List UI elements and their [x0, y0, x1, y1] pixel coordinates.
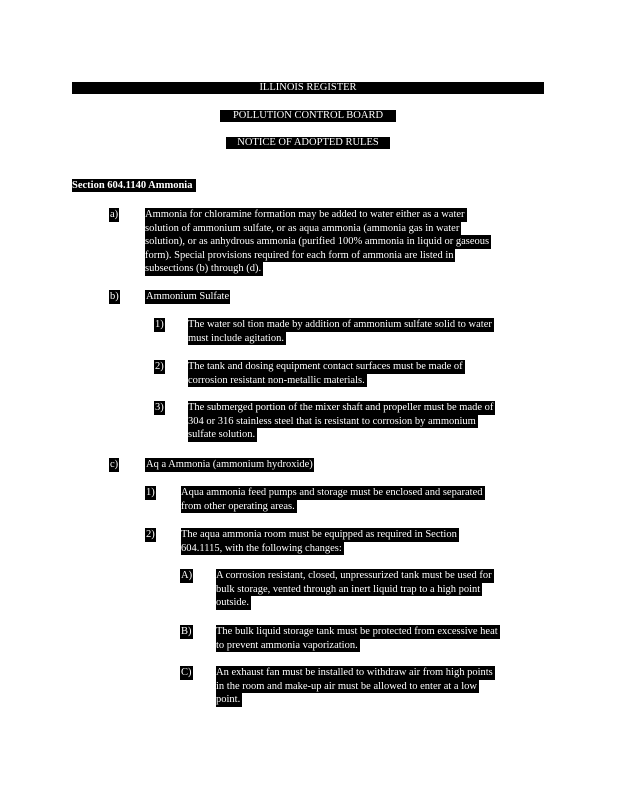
item-b2-text: The tank and dosing equipment contact surfaces must be made of corrosion resistant non-metallic materials. — [188, 361, 463, 386]
item-b1-label: 1) — [155, 319, 164, 330]
item-cC-text: An exhaust fan must be installed to withdraw air from high points in the room and make-up air must be allowed to enter at a low point. — [216, 667, 493, 705]
item-c2-label: 2) — [146, 529, 155, 540]
item-b3-text: The submerged portion of the mixer shaft and propeller must be made of 304 or 316 stainless steel that is resistant to corrosion by ammonium sulfate solution. — [188, 402, 494, 440]
section-title: Section 604.1140 Ammonia — [72, 179, 196, 192]
item-b-heading: Ammonium Sulfate — [146, 291, 230, 302]
board-title: POLLUTION CONTROL BOARD — [220, 110, 396, 122]
item-cA-label: A) — [181, 570, 193, 581]
item-cB-label: B) — [181, 626, 192, 637]
item-c1-text: Aqua ammonia feed pumps and storage must be enclosed and separated from other operating areas. — [181, 487, 483, 512]
item-cC-label: C) — [181, 667, 192, 678]
item-cA-text: A corrosion resistant, closed, unpressurized tank must be used for bulk storage, vented through an inert liquid trap to a high point outside. — [216, 570, 492, 608]
item-c1-label: 1) — [146, 487, 155, 498]
item-c-heading: Aq a Ammonia (ammonium hydroxide) — [146, 459, 313, 470]
item-c-label: c) — [110, 459, 119, 470]
item-b2-label: 2) — [155, 361, 164, 372]
item-cB-text: The bulk liquid storage tank must be protected from excessive heat to prevent ammonia vaporization. — [216, 626, 498, 651]
item-b-label: b) — [110, 291, 119, 302]
notice-title: NOTICE OF ADOPTED RULES — [226, 137, 390, 149]
item-c2-text: The aqua ammonia room must be equipped as required in Section 604.1115, with the following changes: — [181, 529, 457, 554]
register-title: ILLINOIS REGISTER — [72, 82, 544, 94]
item-b1-text: The water sol tion made by addition of ammonium sulfate solid to water must include agitation. — [188, 319, 492, 344]
item-a-label: a) — [110, 209, 119, 220]
item-b3-label: 3) — [155, 402, 164, 413]
item-a-text: Ammonia for chloramine formation may be added to water either as a water solution of ammonium sulfate, or as aqua ammonia (ammonia gas in water solution), or as anhydrous ammonia (purified 100% ammonia in liquid or gaseous form). Special provisions required for each form of ammonia are listed in subsections (b) through (d). — [145, 209, 490, 274]
